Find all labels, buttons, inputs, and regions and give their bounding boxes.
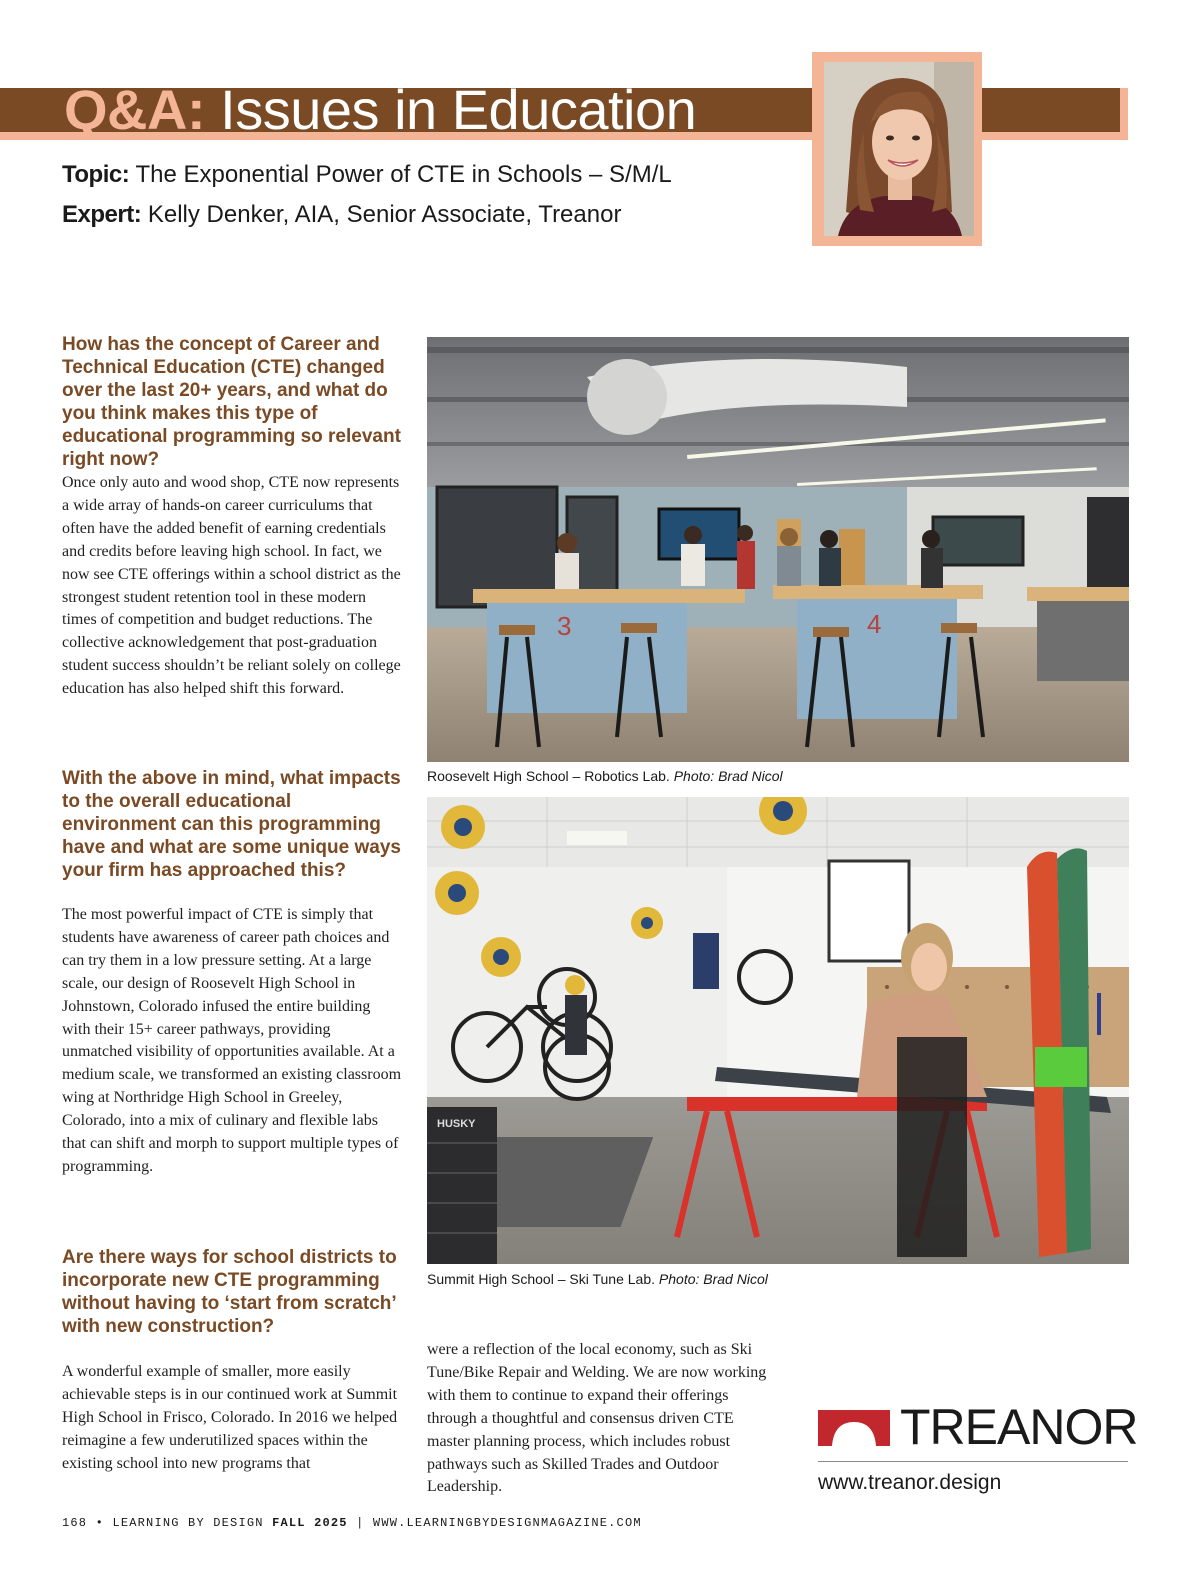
caption-ski-tune-text: Summit High School – Ski Tune Lab. (427, 1271, 656, 1287)
robotics-lab-image (427, 337, 1129, 762)
title-text: Issues in Education (220, 78, 697, 141)
caption-robotics-credit: Photo: Brad Nicol (673, 768, 783, 784)
table-number-4: 4 (867, 609, 882, 639)
page-title (64, 78, 696, 142)
topic-line (62, 160, 672, 190)
robotics-lab-photo (427, 337, 1129, 762)
portrait-image (824, 62, 974, 236)
page-number: 168 (62, 1516, 88, 1530)
question-3: Are there ways for school districts to incorporate new CTE programming without having to ‘start from scratch’ with new construction? (62, 1247, 397, 1337)
issue-label: FALL 2025 (272, 1516, 348, 1530)
magazine-name: LEARNING BY DESIGN (112, 1516, 264, 1530)
expert-label: Expert: (62, 201, 142, 228)
caption-robotics-text: Roosevelt High School – Robotics Lab. (427, 768, 670, 784)
caption-ski-tune (427, 1270, 768, 1288)
treanor-wordmark: TREANOR (900, 1399, 1138, 1455)
qa-label: Q&A: (64, 78, 206, 141)
treanor-logo-icon (818, 1410, 890, 1446)
footer-bullet: • (95, 1516, 105, 1530)
caption-robotics (427, 767, 783, 785)
page-footer (62, 1515, 642, 1531)
topic-label: Topic: (62, 161, 130, 188)
question-2: With the above in mind, what impacts to the overall educational environment can this programming have and what are some unique ways your firm has approached this? (62, 768, 401, 881)
question-1: How has the concept of Career and Technical Education (CTE) changed over the last 20+ years, and what do you think makes this type of educational programming so relevant right now? (62, 334, 401, 470)
expert-portrait (824, 62, 974, 236)
expert-text: Kelly Denker, AIA, Senior Associate, Treanor (147, 201, 622, 228)
answer-3: A wonderful example of smaller, more easily achievable steps is in our continued work at Summit High School in Frisco, Colorado. In 2016 we helped reimagine a few underutilized spaces within the existing school into new programs that (62, 1363, 398, 1472)
treanor-url: www.treanor.design (818, 1471, 1002, 1494)
topic-text: The Exponential Power of CTE in Schools – S/M/L (135, 161, 672, 188)
logo-divider (818, 1461, 1128, 1462)
magazine-website: WWW.LEARNINGBYDESIGNMAGAZINE.COM (372, 1516, 642, 1530)
caption-ski-tune-credit: Photo: Brad Nicol (658, 1271, 768, 1287)
answer-1: Once only auto and wood shop, CTE now represents a wide array of hands-on career curriculums that often have the added benefit of earning credentials and credits before leaving high school. In fact, we now see CTE offerings within a school district as the strongest student retention tool in these modern times of competition and budget reductions. The collective acknowledgement that post-graduation student success shouldn’t be reliant solely on college education has also helped shift this forward. (62, 474, 401, 698)
toolbox-label: HUSKY (437, 1118, 476, 1130)
answer-3-continued: were a reflection of the local economy, such as Ski Tune/Bike Repair and Welding. We are now working with them to continue to expand their offerings through a thoughtful and consensus driven CTE master planning process, which includes robust pathways such as Skilled Trades and Outdoor Leadership. (427, 1341, 767, 1496)
table-number-3: 3 (557, 611, 572, 641)
ski-tune-lab-photo (427, 797, 1129, 1264)
footer-separator: | (356, 1516, 365, 1530)
ski-tune-lab-image (427, 797, 1129, 1264)
answer-2: The most powerful impact of CTE is simply that students have awareness of career path choices and can try them in a low pressure setting. At a large scale, our design of Roosevelt High School in Johnstown, Colorado infused the entire building with their 15+ career pathways, providing unmatched visibility of opportunities available. At a medium scale, we transformed an existing classroom wing at Northridge High School in Greeley, Colorado, into a mix of culinary and flexible labs that can shift and morph to support multiple types of programming. (62, 906, 402, 1175)
expert-line (62, 200, 621, 230)
